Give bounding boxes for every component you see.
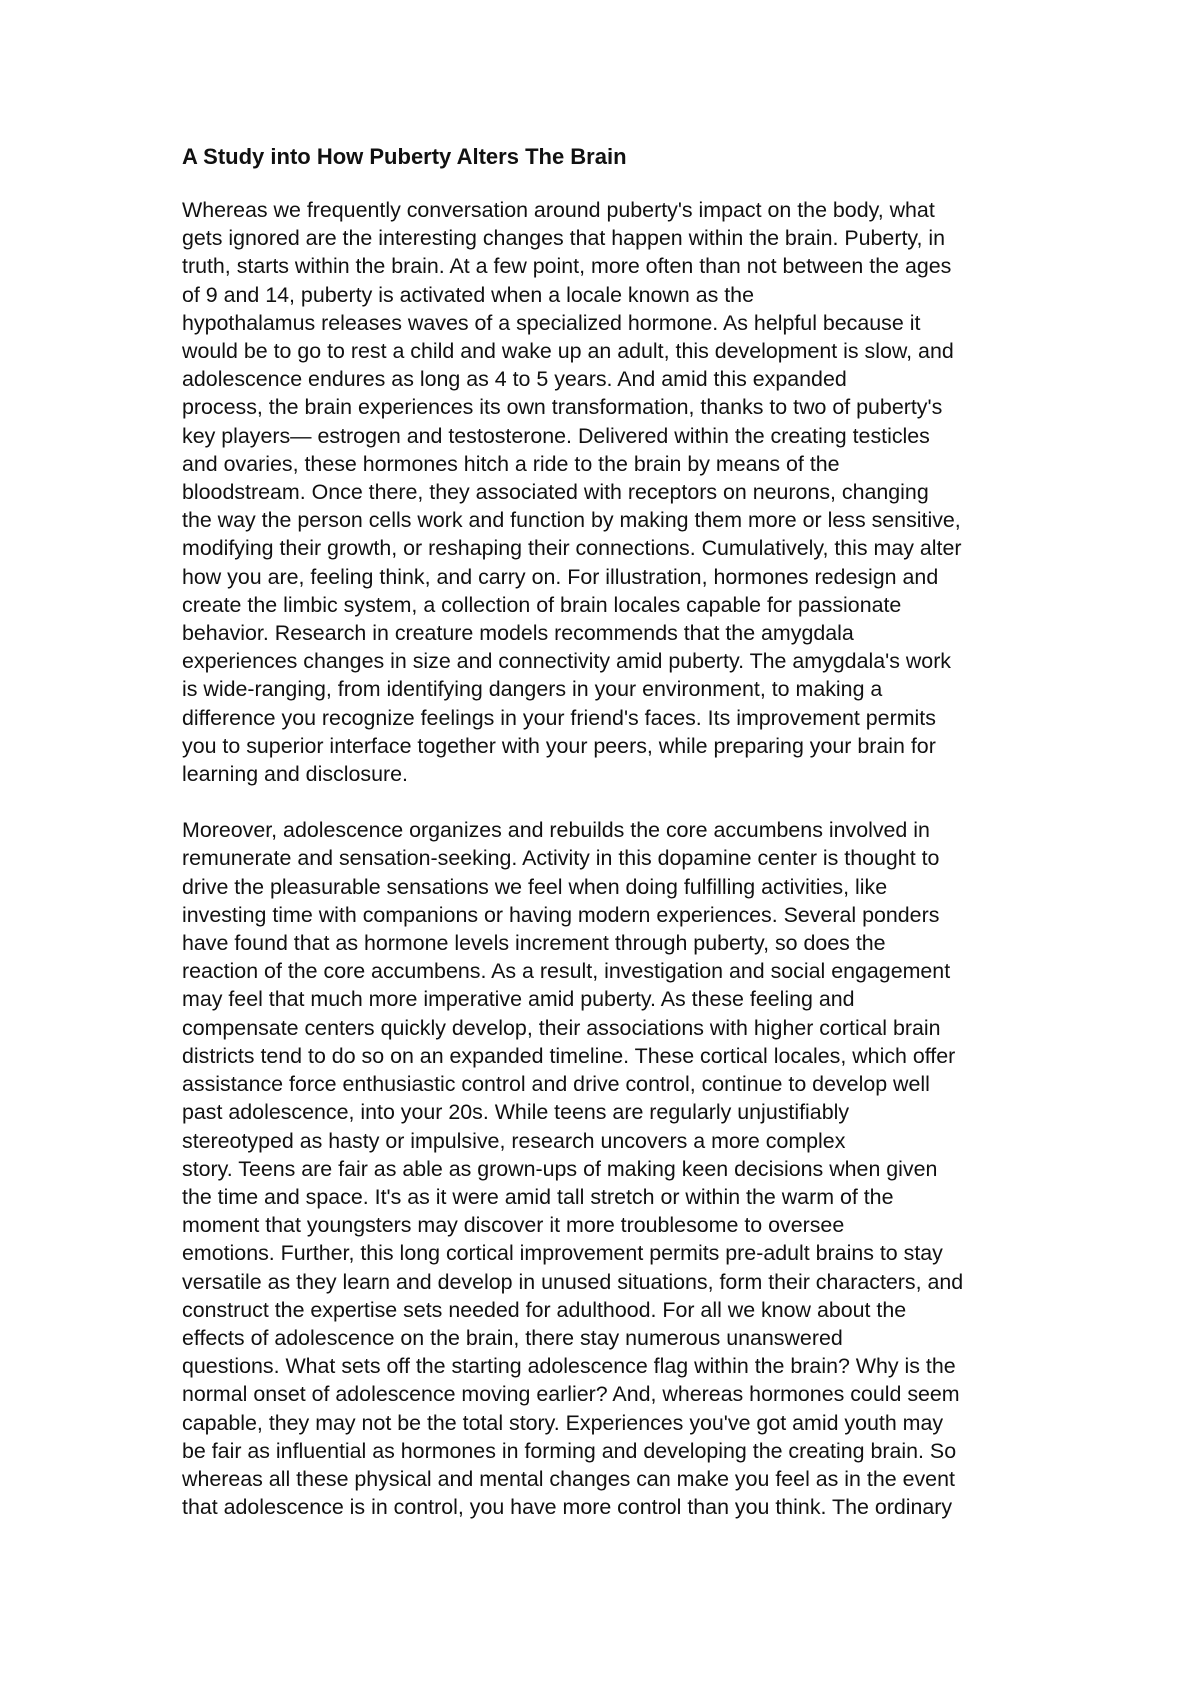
paragraph-line: adolescence endures as long as 4 to 5 years. And amid this expanded bbox=[182, 367, 847, 392]
paragraph-line: remunerate and sensation-seeking. Activity in this dopamine center is thought to bbox=[182, 846, 940, 871]
paragraph-line: the way the person cells work and function by making them more or less sensitive, bbox=[182, 508, 961, 533]
paragraph-line: how you are, feeling think, and carry on. For illustration, hormones redesign and bbox=[182, 564, 939, 589]
paragraph-line: compensate centers quickly develop, their associations with higher cortical brain bbox=[182, 1015, 941, 1040]
paragraph-line: gets ignored are the interesting changes that happen within the brain. Puberty, in bbox=[182, 226, 946, 251]
paragraph-line: assistance force enthusiastic control and drive control, continue to develop well bbox=[182, 1072, 930, 1097]
paragraph-line: learning and disclosure. bbox=[182, 762, 408, 787]
paragraph-line: districts tend to do so on an expanded timeline. These cortical locales, which offer bbox=[182, 1043, 956, 1068]
paragraph-line: create the limbic system, a collection of brain locales capable for passionate bbox=[182, 592, 902, 617]
paragraph-line: have found that as hormone levels increment through puberty, so does the bbox=[182, 931, 886, 956]
paragraph-line: construct the expertise sets needed for adulthood. For all we know about the bbox=[182, 1297, 907, 1322]
paragraph-line: reaction of the core accumbens. As a result, investigation and social engagement bbox=[182, 959, 951, 984]
paragraph-line: of 9 and 14, puberty is activated when a locale known as the bbox=[182, 282, 754, 307]
paragraph-line: and ovaries, these hormones hitch a ride to the brain by means of the bbox=[182, 451, 840, 476]
paragraph-line: experiences changes in size and connectivity amid puberty. The amygdala's work bbox=[182, 649, 952, 674]
paragraph-line: moment that youngsters may discover it more troublesome to oversee bbox=[182, 1213, 845, 1238]
paragraph-line: normal onset of adolescence moving earlier? And, whereas hormones could seem bbox=[182, 1382, 960, 1407]
paragraph-line: Whereas we frequently conversation around puberty's impact on the body, what bbox=[182, 198, 935, 222]
paragraph-line: is wide-ranging, from identifying dangers in your environment, to making a bbox=[182, 677, 883, 702]
paragraph-line: emotions. Further, this long cortical improvement permits pre-adult brains to stay bbox=[182, 1241, 943, 1266]
document-content bbox=[182, 142, 1042, 1521]
paragraph-line: capable, they may not be the total story. Experiences you've got amid youth may bbox=[182, 1410, 944, 1435]
paragraph-line: the time and space. It's as it were amid tall stretch or within the warm of the bbox=[182, 1184, 894, 1209]
paragraph-line: modifying their growth, or reshaping their connections. Cumulatively, this may alter bbox=[182, 536, 962, 561]
paragraph-line: behavior. Research in creature models recommends that the amygdala bbox=[182, 621, 854, 646]
paragraph-line: key players— estrogen and testosterone. Delivered within the creating testicles bbox=[182, 423, 930, 448]
body-paragraph bbox=[182, 196, 1042, 788]
paragraph-line: process, the brain experiences its own transformation, thanks to two of puberty's bbox=[182, 395, 943, 420]
paragraph-line: story. Teens are fair as able as grown-ups of making keen decisions when given bbox=[182, 1156, 938, 1181]
paragraph-line: you to superior interface together with your peers, while preparing your brain for bbox=[182, 733, 936, 758]
paragraph-line: drive the pleasurable sensations we feel when doing fulfilling activities, like bbox=[182, 874, 888, 899]
paragraph-line: difference you recognize feelings in your friend's faces. Its improvement permits bbox=[182, 705, 936, 730]
document-title: A Study into How Puberty Alters The Brain bbox=[182, 144, 627, 169]
paragraph-line: whereas all these physical and mental changes can make you feel as in the event bbox=[182, 1466, 955, 1491]
paragraph-line: truth, starts within the brain. At a few point, more often than not between the ages bbox=[182, 254, 952, 279]
paragraph-line: versatile as they learn and develop in unused situations, form their characters, and bbox=[182, 1269, 964, 1294]
body-paragraph bbox=[182, 816, 1042, 1521]
paragraph-line: bloodstream. Once there, they associated with receptors on neurons, changing bbox=[182, 480, 929, 505]
paragraph-line: questions. What sets off the starting adolescence flag within the brain? Why is the bbox=[182, 1354, 956, 1379]
paragraph-line: hypothalamus releases waves of a specialized hormone. As helpful because it bbox=[182, 310, 921, 335]
paragraph-line: Moreover, adolescence organizes and rebuilds the core accumbens involved in bbox=[182, 818, 930, 843]
paragraph-line: past adolescence, into your 20s. While teens are regularly unjustifiably bbox=[182, 1100, 850, 1125]
paragraph-line: investing time with companions or having modern experiences. Several ponders bbox=[182, 902, 940, 927]
paragraph-line: effects of adolescence on the brain, there stay numerous unanswered bbox=[182, 1325, 843, 1350]
paragraph-line: may feel that much more imperative amid puberty. As these feeling and bbox=[182, 987, 855, 1012]
paragraph-line: that adolescence is in control, you have more control than you think. The ordinary bbox=[182, 1495, 953, 1520]
paragraph-line: would be to go to rest a child and wake up an adult, this development is slow, and bbox=[182, 339, 954, 364]
paragraph-line: stereotyped as hasty or impulsive, research uncovers a more complex bbox=[182, 1128, 846, 1153]
document-body bbox=[182, 196, 1042, 1521]
paragraph-line: be fair as influential as hormones in forming and developing the creating brain. So bbox=[182, 1438, 957, 1463]
